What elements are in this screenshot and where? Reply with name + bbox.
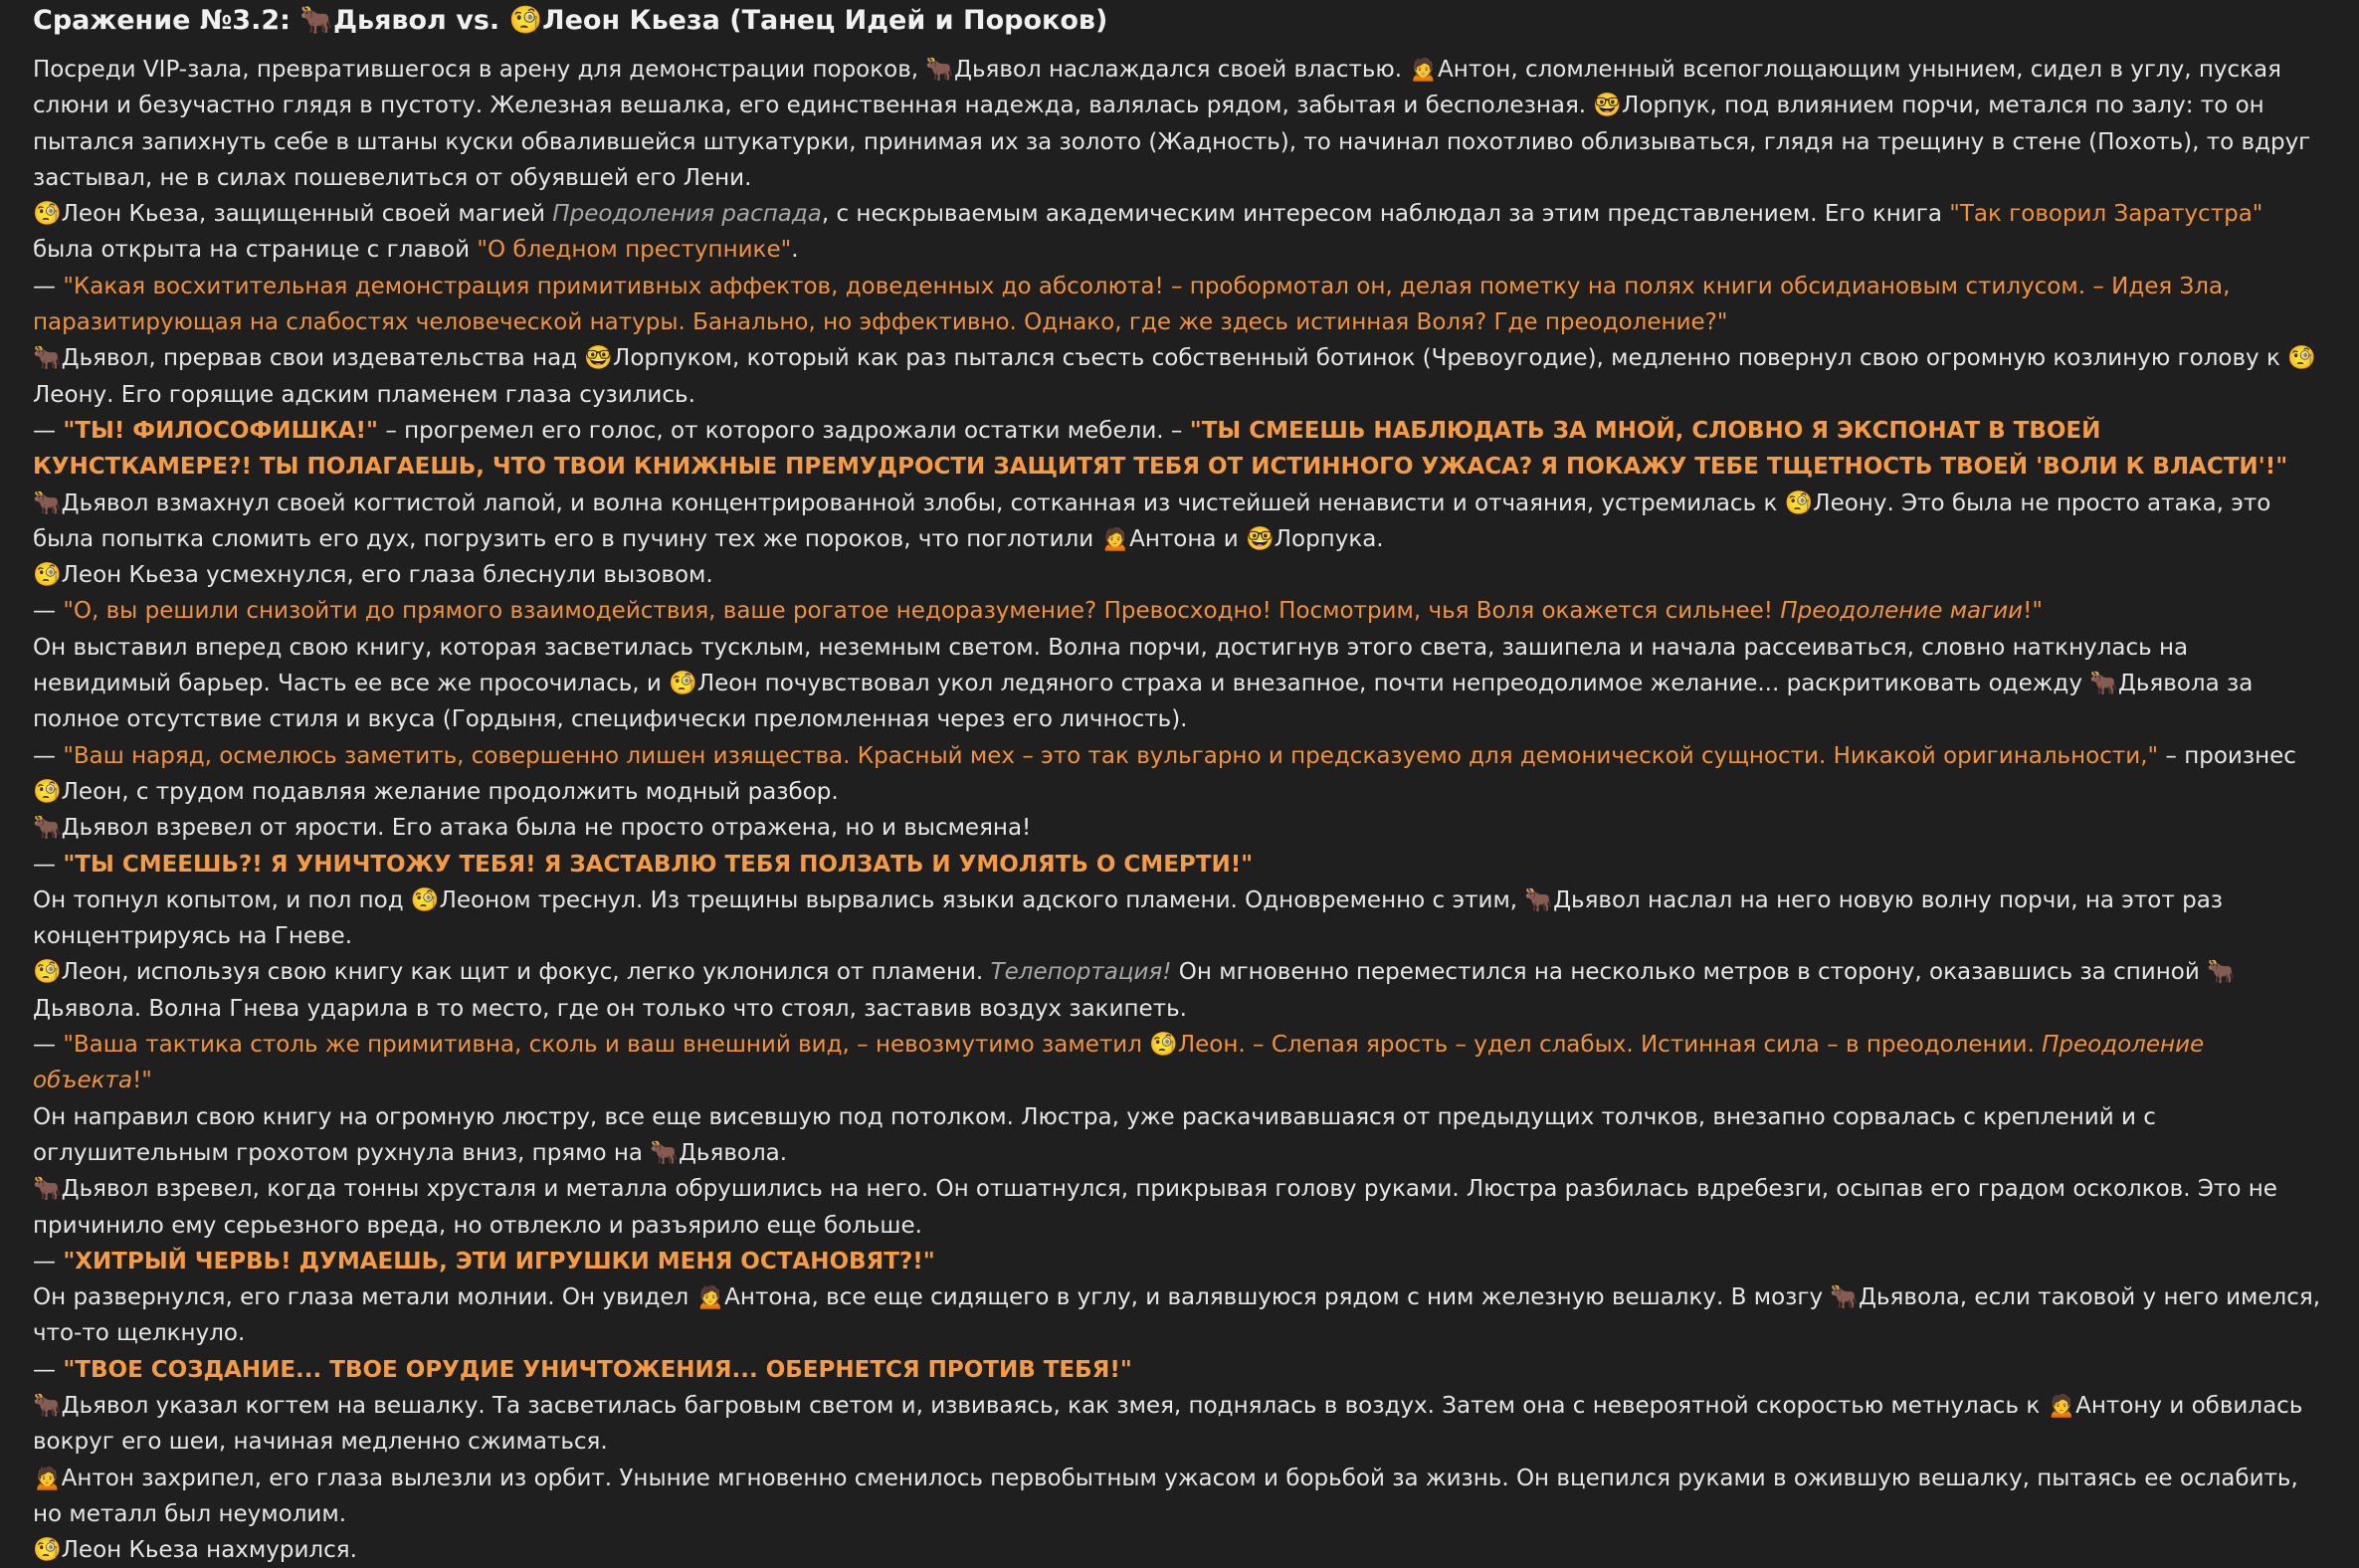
narration-text: 🧐Леон Кьеза, защищенный своей магией [33,201,553,228]
narration-text: 🐂Дьявол взревел от ярости. Его атака была не просто отражена, но и высмеяна! [33,815,1032,842]
narration-text: — [33,1248,64,1274]
narration-text: 🧐Леон Кьеза усмехнулся, его глаза блеснули вызовом. [33,562,713,589]
story-paragraph [33,340,2326,413]
battle-title: Сражение №3.2: 🐂Дьявол vs. 🧐Леон Кьеза (Танец Идей и Пороков) [33,5,1108,36]
story-paragraph [33,52,2326,196]
dialogue-quote: !" [132,1068,152,1094]
dialogue-quote: "О бледном преступнике" [477,237,792,264]
shouted-quote: "ХИТРЫЙ ЧЕРВЬ! ДУМАЕШЬ, ЭТИ ИГРУШКИ МЕНЯ ОСТАНОВЯТ?!" [63,1248,935,1274]
dialogue-quote: "О, вы решили снизойти до прямого взаимодействия, ваше рогатое недоразумение? Превосходно! Посмотрим, чья Воля окажется сильнее! [63,598,1781,625]
dialogue-quote: "Ваша тактика столь же примитивна, сколь и ваш внешний вид, – невозмутимо заметил 🧐Леон. – Слепая ярость – удел слабых. Истинная сила – в преодолении. [63,1032,2043,1059]
dialogue-quote: !" [2023,598,2043,625]
story-paragraph [33,1279,2326,1352]
narration-text: – прогремел его голос, от которого задрожали остатки мебели. – [378,417,1190,444]
story-paragraph [33,1244,2326,1279]
story-paragraph [33,1461,2326,1533]
story-paragraph [33,738,2326,811]
narration-text: — [33,851,64,878]
story-paragraph [33,1027,2326,1099]
dialogue-quote: "Так говорил Заратустра" [1949,201,2263,228]
narration-text: — [33,598,64,625]
dialogue-quote: "Какая восхитительная демонстрация примитивных аффектов, доведенных до абсолюта! – пробормотал он, делая пометку на полях книги обсидиановым стилусом. – Идея Зла, паразитирующая на слабостях человеческой натуры. Банально, но эффективно. Однако, где же здесь истинная Воля? Где преодоление?" [33,273,2231,336]
shouted-quote: "ТЫ СМЕЕШЬ?! Я УНИЧТОЖУ ТЕБЯ! Я ЗАСТАВЛЮ ТЕБЯ ПОЛЗАТЬ И УМОЛЯТЬ О СМЕРТИ!" [63,851,1254,878]
narration-text: — [33,273,64,299]
shouted-quote: "ТВОЕ СОЗДАНИЕ... ТВОЕ ОРУДИЕ УНИЧТОЖЕНИЯ... ОБЕРНЕТСЯ ПРОТИВ ТЕБЯ!" [63,1356,1132,1383]
narration-text: 🐂Дьявол, прервав свои издевательства над 🤓Лорпуком, который как раз пытался съесть собственный ботинок (Чревоугодие), медленно повернул свою огромную козлиную голову к 🧐Леону. Его горящие адским пламенем глаза сузились. [33,345,2316,408]
story-paragraph [33,557,2326,593]
spell-name: Преодоления распада [552,201,822,228]
story-paragraph [33,196,2326,269]
story-paragraph [33,269,2326,341]
narration-text: 🐂Дьявол указал когтем на вешалку. Та засветилась багровым светом и, извиваясь, как змея, поднялась в воздух. Затем она с невероятной скоростью метнулась к 🙍Антону и обвилась вокруг его шеи, начиная медленно сжиматься. [33,1392,2303,1456]
spell-name: Преодоление магии [1780,598,2024,625]
story-paragraph [33,1099,2326,1172]
shouted-quote: "ТЫ! ФИЛОСОФИШКА!" [63,417,379,444]
narration-text: Он направил свою книгу на огромную люстру, все еще висевшую под потолком. Люстра, уже раскачивавшаяся от предыдущих толчков, внезапно сорвалась с креплений и с оглушительным грохотом рухнула вниз, прямо на 🐂Дьявола. [33,1103,2156,1166]
story-paragraph [33,630,2326,738]
narration-text: Он мгновенно переместился на несколько метров в сторону, оказавшись за спиной 🐂Дьявола. Волна Гнева ударила в то место, где он только что стоял, заставив воздух закипеть. [33,959,2236,1022]
spell-name: Телепортация! [990,959,1172,986]
narration-text: , с нескрываемым академическим интересом наблюдал за этим представлением. Его книга [821,201,1950,228]
story-paragraph [33,810,2326,846]
narration-text: 🐂Дьявол взревел, когда тонны хрусталя и металла обрушились на него. Он отшатнулся, прикрывая голову руками. Люстра разбилась вдребезги, осыпав его градом осколков. Это не причинило ему серьезного вреда, но отвлекло и разъярило еще больше. [33,1176,2277,1239]
narration-text: 🙍Антон захрипел, его глаза вылезли из орбит. Уныние мгновенно сменилось первобытным ужасом и борьбой за жизнь. Он вцепился руками в ожившую вешалку, пытаясь ее ослабить, но металл был неумолим. [33,1465,2298,1527]
story-paragraph [33,1171,2326,1244]
narration-text: 🧐Леон Кьеза нахмурился. [33,1537,357,1564]
narration-text: Он выставил вперед свою книгу, которая засветилась тусклым, неземным светом. Волна порчи, достигнув этого света, зашипела и начала рассеиваться, словно наткнулась на невидимый барьер. Часть ее все же просочилась, и 🧐Леон почувствовал укол ледяного страха и внезапное, почти непреодолимое желание... раскритиковать одежду 🐂Дьявола за полное отсутствие стиля и вкуса (Гордыня, специфически преломленная через его личность). [33,634,2254,733]
dialogue-quote: "Ваш наряд, осмелюсь заметить, совершенно лишен изящества. Красный мех – это так вульгарно и предсказуемо для демонической сущности. Никакой оригинальности," [63,742,2159,769]
narration-text: Посреди VIP-зала, превратившегося в арену для демонстрации пороков, 🐂Дьявол наслаждался своей властью. 🙍Антон, сломленный всепоглощающим унынием, сидел в углу, пуская слюни и безучастно глядя в пустоту. Железная вешалка, его единственная надежда, валялась рядом, забытая и бесполезная. 🤓Лорпук, под влиянием порчи, метался по залу: то он пытался запихнуть себе в штаны куски обвалившейся штукатурки, принимая их за золото (Жадность), то начинал похотливо облизываться, глядя на трещину в стене (Похоть), то вдруг застывал, не в силах пошевелиться от обуявшей его Лени. [33,57,2311,191]
spell-name: Преодоление объекта [33,1032,2205,1094]
narration-text: 🐂Дьявол взмахнул своей когтистой лапой, и волна концентрированной злобы, сотканная из чистейшей ненависти и отчаяния, устремилась к 🧐Леону. Это была не просто атака, это была попытка сломить его дух, погрузить его в пучину тех же пороков, что поглотили 🙍Антона и 🤓Лорпука. [33,490,2271,552]
story-paragraph [33,486,2326,558]
narration-text: была открыта на странице с главой [33,237,478,264]
story-paragraph [33,882,2326,955]
story-paragraph [33,413,2326,486]
story-paragraph [33,847,2326,882]
story-paragraph [33,1532,2326,1568]
story-text [33,52,2326,1568]
narration-text: 🧐Леон, используя свою книгу как щит и фокус, легко уклонился от пламени. [33,959,991,986]
narration-text: — [33,742,64,769]
narration-text: Он топнул копытом, и пол под 🧐Леоном треснул. Из трещины вырвались языки адского пламени. Одновременно с этим, 🐂Дьявол наслал на него новую волну порчи, на этот раз концентрируясь на Гневе. [33,886,2224,950]
narration-text: Он развернулся, его глаза метали молнии. Он увидел 🙍Антона, все еще сидящего в углу, и валявшуюся рядом с ним железную вешалку. В мозгу 🐂Дьявола, если таковой у него имелся, что-то щелкнуло. [33,1284,2321,1347]
narration-text: — [33,1032,64,1059]
story-paragraph [33,954,2326,1027]
story-paragraph [33,1352,2326,1388]
narration-text: — [33,1356,64,1383]
narration-text: — [33,417,64,444]
story-paragraph [33,593,2326,629]
story-paragraph [33,1388,2326,1461]
shouted-quote: "ТЫ СМЕЕШЬ НАБЛЮДАТЬ ЗА МНОЙ, СЛОВНО Я ЭКСПОНАТ В ТВОЕЙ КУНСТКАМЕРЕ?! ТЫ ПОЛАГАЕШЬ, ЧТО ТВОИ КНИЖНЫЕ ПРЕМУДРОСТИ ЗАЩИТЯТ ТЕБЯ ОТ ИСТИННОГО УЖАСА? Я ПОКАЖУ ТЕБЕ ТЩЕТНОСТЬ ТВОЕЙ 'ВОЛИ К ВЛАСТИ'!" [33,417,2288,481]
narration-text: . [791,237,799,264]
narration-text: – произнес 🧐Леон, с трудом подавляя желание продолжить модный разбор. [33,742,2296,805]
